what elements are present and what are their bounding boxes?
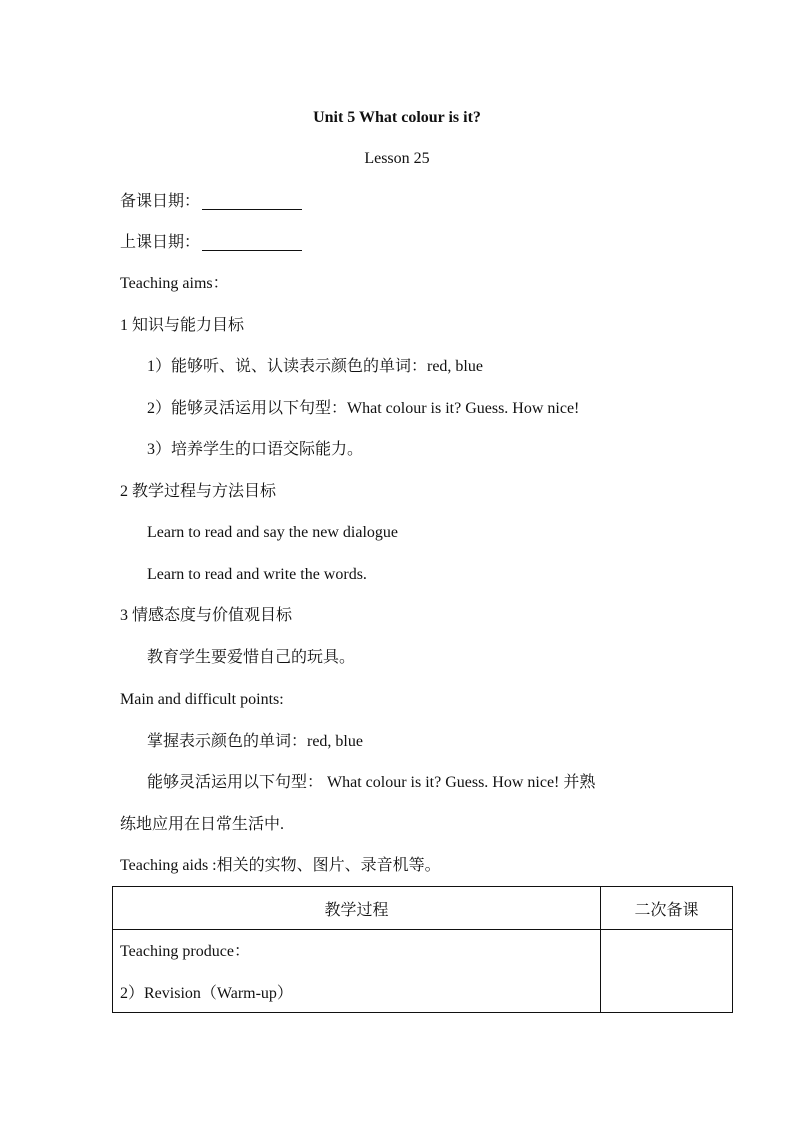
section-2-heading: 2 教学过程与方法目标 [120,483,277,500]
header-cell-process: 教学过程 [113,887,601,930]
lesson-label: Lesson 25 [364,150,430,167]
section-2-item: Learn to read and say the new dialogue [147,524,399,541]
prep-date-blank [202,193,302,210]
section-1-item: 1）能够听、说、认读表示颜色的单词：red, blue [147,358,483,375]
teaching-aids: Teaching aids :相关的实物、图片、录音机等。 [120,857,441,874]
main-points-item: 掌握表示颜色的单词：red, blue [147,733,363,750]
section-3-item: 教育学生要爱惜自己的玩具。 [147,649,356,666]
document-title: Unit 5 What colour is it? [313,109,481,126]
section-1-item: 2）能够灵活运用以下句型：What colour is it? Guess. How nice! [147,400,580,417]
class-date-label: 上课日期： [120,234,201,251]
section-1-heading: 1 知识与能力目标 [120,317,245,334]
process-line: 2）Revision（Warm-up） [120,985,293,1002]
process-cell [113,930,601,1013]
process-table [112,886,733,1013]
class-date-line [120,233,302,253]
second-prep-cell [601,930,733,1013]
header-cell-second-prep: 二次备课 [601,887,733,930]
prep-date-label: 备课日期： [120,193,201,210]
section-3-heading: 3 情感态度与价值观目标 [120,607,293,624]
main-points-item: 能够灵活运用以下句型： What colour is it? Guess. How nice! 并熟 [147,774,596,791]
process-line: Teaching produce： [120,943,250,960]
section-2-item: Learn to read and write the words. [147,566,367,583]
class-date-blank [202,234,302,251]
prep-date-line [120,192,302,212]
teaching-aims-heading: Teaching aims： [120,275,229,292]
main-points-continuation: 练地应用在日常生活中. [120,816,285,833]
table-row [113,930,733,1013]
table-header-row [113,887,733,930]
section-1-item: 3）培养学生的口语交际能力。 [147,441,364,458]
main-points-heading: Main and difficult points: [120,691,284,708]
